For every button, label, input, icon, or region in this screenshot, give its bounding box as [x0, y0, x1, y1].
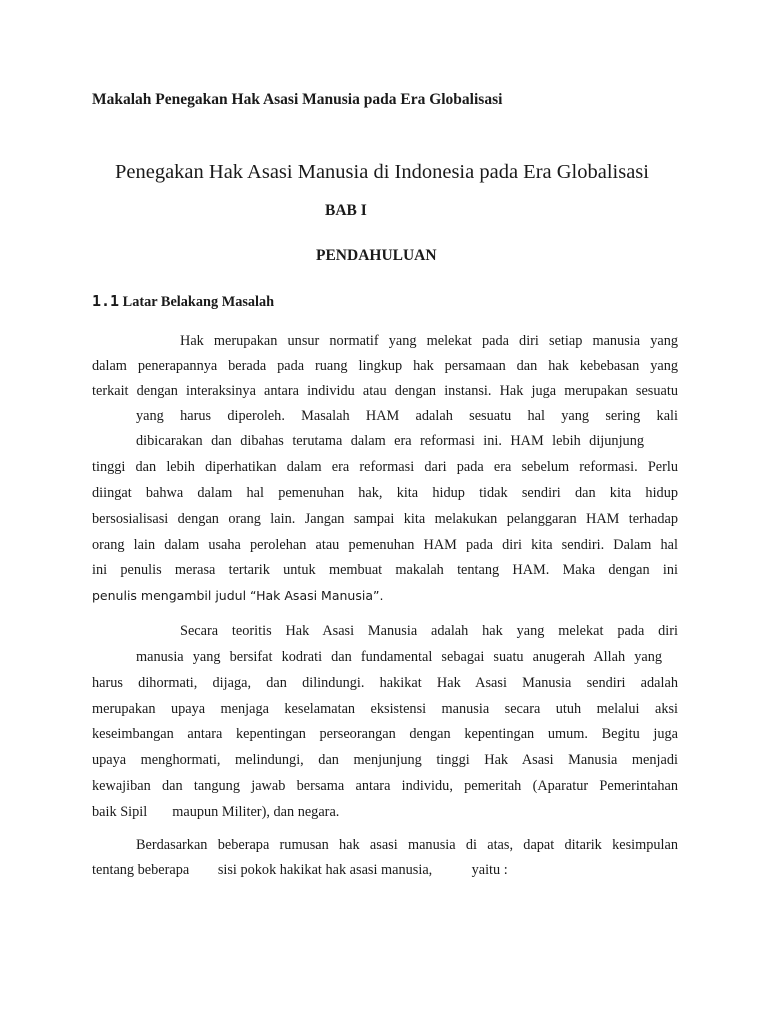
text-line: dalam penerapannya berada pada ruang lingkup hak persamaan dan hak kebebasan yang [92, 358, 678, 374]
text-line: ini penulis merasa tertarik untuk membuat makalah tentang HAM. Maka dengan ini [92, 562, 678, 578]
chapter-label: BAB I [325, 202, 367, 219]
document-title: Makalah Penegakan Hak Asasi Manusia pada Era Globalisasi [92, 91, 503, 108]
text-line: Hak merupakan unsur normatif yang melekat pada diri setiap manusia yang [180, 333, 678, 349]
text-line: orang lain dalam usaha perolehan atau pemenuhan HAM pada diri kita sendiri. Dalam hal [92, 537, 678, 553]
text-line: kewajiban dan tangung jawab bersama antara individu, pemeritah (Aparatur Pemerintahan [92, 778, 678, 794]
text-line: merupakan upaya menjaga keselamatan eksistensi manusia secara utuh melalui aksi [92, 701, 678, 717]
text-line: penulis mengambil judul “Hak Asasi Manusia”. [92, 588, 384, 603]
chapter-title: PENDAHULUAN [316, 247, 437, 264]
text-line: Berdasarkan beberapa rumusan hak asasi manusia di atas, dapat ditarik kesimpulan [136, 837, 678, 853]
text-line: upaya menghormati, melindungi, dan menjunjung tinggi Hak Asasi Manusia menjadi [92, 752, 678, 768]
text-line: manusia yang bersifat kodrati dan fundamental sebagai suatu anugerah Allah yang [136, 649, 662, 665]
text-line: Secara teoritis Hak Asasi Manusia adalah hak yang melekat pada diri [180, 623, 678, 639]
text-line: diingat bahwa dalam hal pemenuhan hak, kita hidup tidak sendiri dan kita hidup [92, 485, 678, 501]
section-heading [92, 292, 274, 311]
text-line: yang harus diperoleh. Masalah HAM adalah sesuatu hal yang sering kali [136, 408, 678, 424]
text-line: keseimbangan antara kepentingan perseorangan dengan kepentingan umum. Begitu juga [92, 726, 678, 742]
text-line: tentang beberapa sisi pokok hakikat hak asasi manusia, yaitu : [92, 862, 508, 878]
main-heading: Penegakan Hak Asasi Manusia di Indonesia pada Era Globalisasi [114, 161, 649, 183]
section-number: 1.1 [92, 292, 120, 310]
text-line: bersosialisasi dengan orang lain. Jangan sampai kita melakukan pelanggaran HAM terhadap [92, 511, 678, 527]
text-line: dibicarakan dan dibahas terutama dalam era reformasi ini. HAM lebih dijunjung [136, 433, 644, 449]
text-line: harus dihormati, dijaga, dan dilindungi. hakikat Hak Asasi Manusia sendiri adalah [92, 675, 678, 691]
text-line: terkait dengan interaksinya antara individu atau dengan instansi. Hak juga merupakan sesuatu [92, 383, 678, 399]
text-line: baik Sipil maupun Militer), dan negara. [92, 804, 340, 820]
text-line: tinggi dan lebih diperhatikan dalam era reformasi dari pada era sebelum reformasi. Perlu [92, 459, 678, 475]
section-title: Latar Belakang Masalah [122, 294, 275, 310]
